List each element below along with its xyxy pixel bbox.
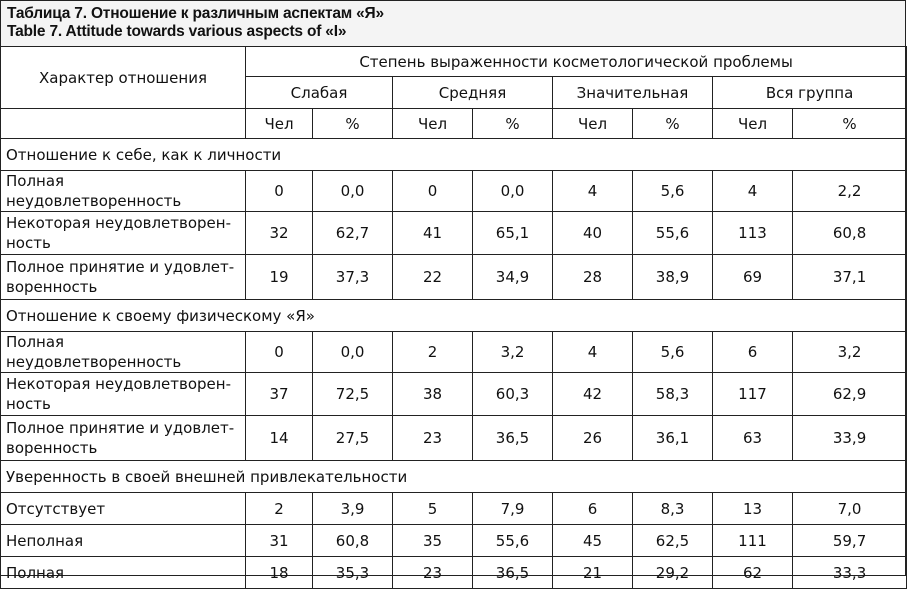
cell-count: 22 [393, 255, 473, 300]
cell-percent: 7,9 [473, 493, 553, 525]
cell-count: 6 [713, 332, 793, 373]
cell-count: 4 [553, 171, 633, 212]
header-group-all: Вся группа [713, 77, 907, 109]
cell-count: 42 [553, 373, 633, 416]
cell-count: 63 [713, 416, 793, 461]
cell-count: 38 [393, 373, 473, 416]
cell-percent: 5,6 [633, 171, 713, 212]
row-label: Полное принятие и удовлет-воренность [1, 255, 246, 300]
cell-count: 41 [393, 212, 473, 255]
cell-count: 62 [713, 557, 793, 589]
cell-percent: 62,7 [313, 212, 393, 255]
cell-percent: 60,3 [473, 373, 553, 416]
row-label: Неполная [1, 525, 246, 557]
cell-count: 4 [713, 171, 793, 212]
section-title: Отношение к своему физическому «Я» [1, 300, 907, 332]
cell-percent: 60,8 [313, 525, 393, 557]
cell-percent: 55,6 [633, 212, 713, 255]
header-row-sub [1, 109, 907, 139]
header-sub-count: Чел [246, 109, 313, 139]
cell-percent: 0,0 [473, 171, 553, 212]
header-empty-cell [1, 109, 246, 139]
table-row [1, 255, 907, 300]
cell-percent: 37,1 [793, 255, 907, 300]
cell-percent: 55,6 [473, 525, 553, 557]
row-label: Полная неудовлетворенность [1, 332, 246, 373]
cell-count: 5 [393, 493, 473, 525]
cell-count: 19 [246, 255, 313, 300]
cell-percent: 2,2 [793, 171, 907, 212]
cell-count: 2 [393, 332, 473, 373]
header-group-medium: Средняя [393, 77, 553, 109]
cell-count: 23 [393, 416, 473, 461]
table-row [1, 416, 907, 461]
cell-count: 2 [246, 493, 313, 525]
cell-percent: 36,5 [473, 416, 553, 461]
cell-percent: 59,7 [793, 525, 907, 557]
section-row [1, 461, 907, 493]
cell-percent: 36,5 [473, 557, 553, 589]
cell-count: 37 [246, 373, 313, 416]
cell-percent: 8,3 [633, 493, 713, 525]
cell-count: 6 [553, 493, 633, 525]
cell-percent: 35,3 [313, 557, 393, 589]
cell-percent: 29,2 [633, 557, 713, 589]
table-row [1, 525, 907, 557]
header-row-degree [1, 47, 907, 77]
cell-count: 69 [713, 255, 793, 300]
header-sub-count: Чел [553, 109, 633, 139]
cell-percent: 0,0 [313, 332, 393, 373]
cell-percent: 62,5 [633, 525, 713, 557]
header-sub-count: Чел [393, 109, 473, 139]
cell-percent: 37,3 [313, 255, 393, 300]
table-row [1, 212, 907, 255]
cell-count: 32 [246, 212, 313, 255]
table-row [1, 373, 907, 416]
section-row [1, 139, 907, 171]
cell-percent: 58,3 [633, 373, 713, 416]
cell-percent: 3,2 [793, 332, 907, 373]
table-row [1, 332, 907, 373]
table-title-en: Table 7. Attitude towards various aspects of «I» [7, 23, 347, 40]
section-title: Уверенность в своей внешней привлекательности [1, 461, 907, 493]
cell-count: 35 [393, 525, 473, 557]
row-label: Отсутствует [1, 493, 246, 525]
cell-percent: 62,9 [793, 373, 907, 416]
cell-percent: 7,0 [793, 493, 907, 525]
section-row [1, 300, 907, 332]
cell-count: 0 [246, 332, 313, 373]
cell-count: 28 [553, 255, 633, 300]
cell-percent: 65,1 [473, 212, 553, 255]
row-label: Полная неудовлетворенность [1, 171, 246, 212]
cell-percent: 34,9 [473, 255, 553, 300]
cell-percent: 72,5 [313, 373, 393, 416]
header-group-significant: Значительная [553, 77, 713, 109]
cell-count: 0 [393, 171, 473, 212]
cell-percent: 60,8 [793, 212, 907, 255]
cell-percent: 3,9 [313, 493, 393, 525]
cell-percent: 0,0 [313, 171, 393, 212]
row-label: Некоторая неудовлетворен-ность [1, 373, 246, 416]
cell-count: 14 [246, 416, 313, 461]
header-sub-percent: % [633, 109, 713, 139]
cell-percent: 36,1 [633, 416, 713, 461]
cell-percent: 33,3 [793, 557, 907, 589]
cell-count: 13 [713, 493, 793, 525]
row-label: Некоторая неудовлетворен-ность [1, 212, 246, 255]
cell-count: 113 [713, 212, 793, 255]
row-label: Полное принятие и удовлет-воренность [1, 416, 246, 461]
cell-count: 0 [246, 171, 313, 212]
cell-count: 45 [553, 525, 633, 557]
cell-percent: 3,2 [473, 332, 553, 373]
table-row [1, 171, 907, 212]
cell-count: 31 [246, 525, 313, 557]
cell-count: 26 [553, 416, 633, 461]
header-degree: Степень выраженности косметологической проблемы [246, 47, 907, 77]
cell-count: 117 [713, 373, 793, 416]
cell-count: 18 [246, 557, 313, 589]
header-sub-percent: % [793, 109, 907, 139]
header-sub-percent: % [473, 109, 553, 139]
row-label: Полная [1, 557, 246, 589]
table-caption [1, 1, 905, 47]
cell-count: 111 [713, 525, 793, 557]
section-title: Отношение к себе, как к личности [1, 139, 907, 171]
header-character: Характер отношения [1, 47, 246, 109]
table-row [1, 493, 907, 525]
table-row [1, 557, 907, 589]
header-sub-percent: % [313, 109, 393, 139]
cell-percent: 27,5 [313, 416, 393, 461]
cell-percent: 38,9 [633, 255, 713, 300]
cell-percent: 33,9 [793, 416, 907, 461]
cell-count: 21 [553, 557, 633, 589]
cell-percent: 5,6 [633, 332, 713, 373]
cell-count: 4 [553, 332, 633, 373]
cell-count: 40 [553, 212, 633, 255]
table-title-ru: Таблица 7. Отношение к различным аспектам «Я» [7, 5, 384, 22]
header-group-weak: Слабая [246, 77, 393, 109]
header-sub-count: Чел [713, 109, 793, 139]
cell-count: 23 [393, 557, 473, 589]
data-table [0, 46, 907, 589]
